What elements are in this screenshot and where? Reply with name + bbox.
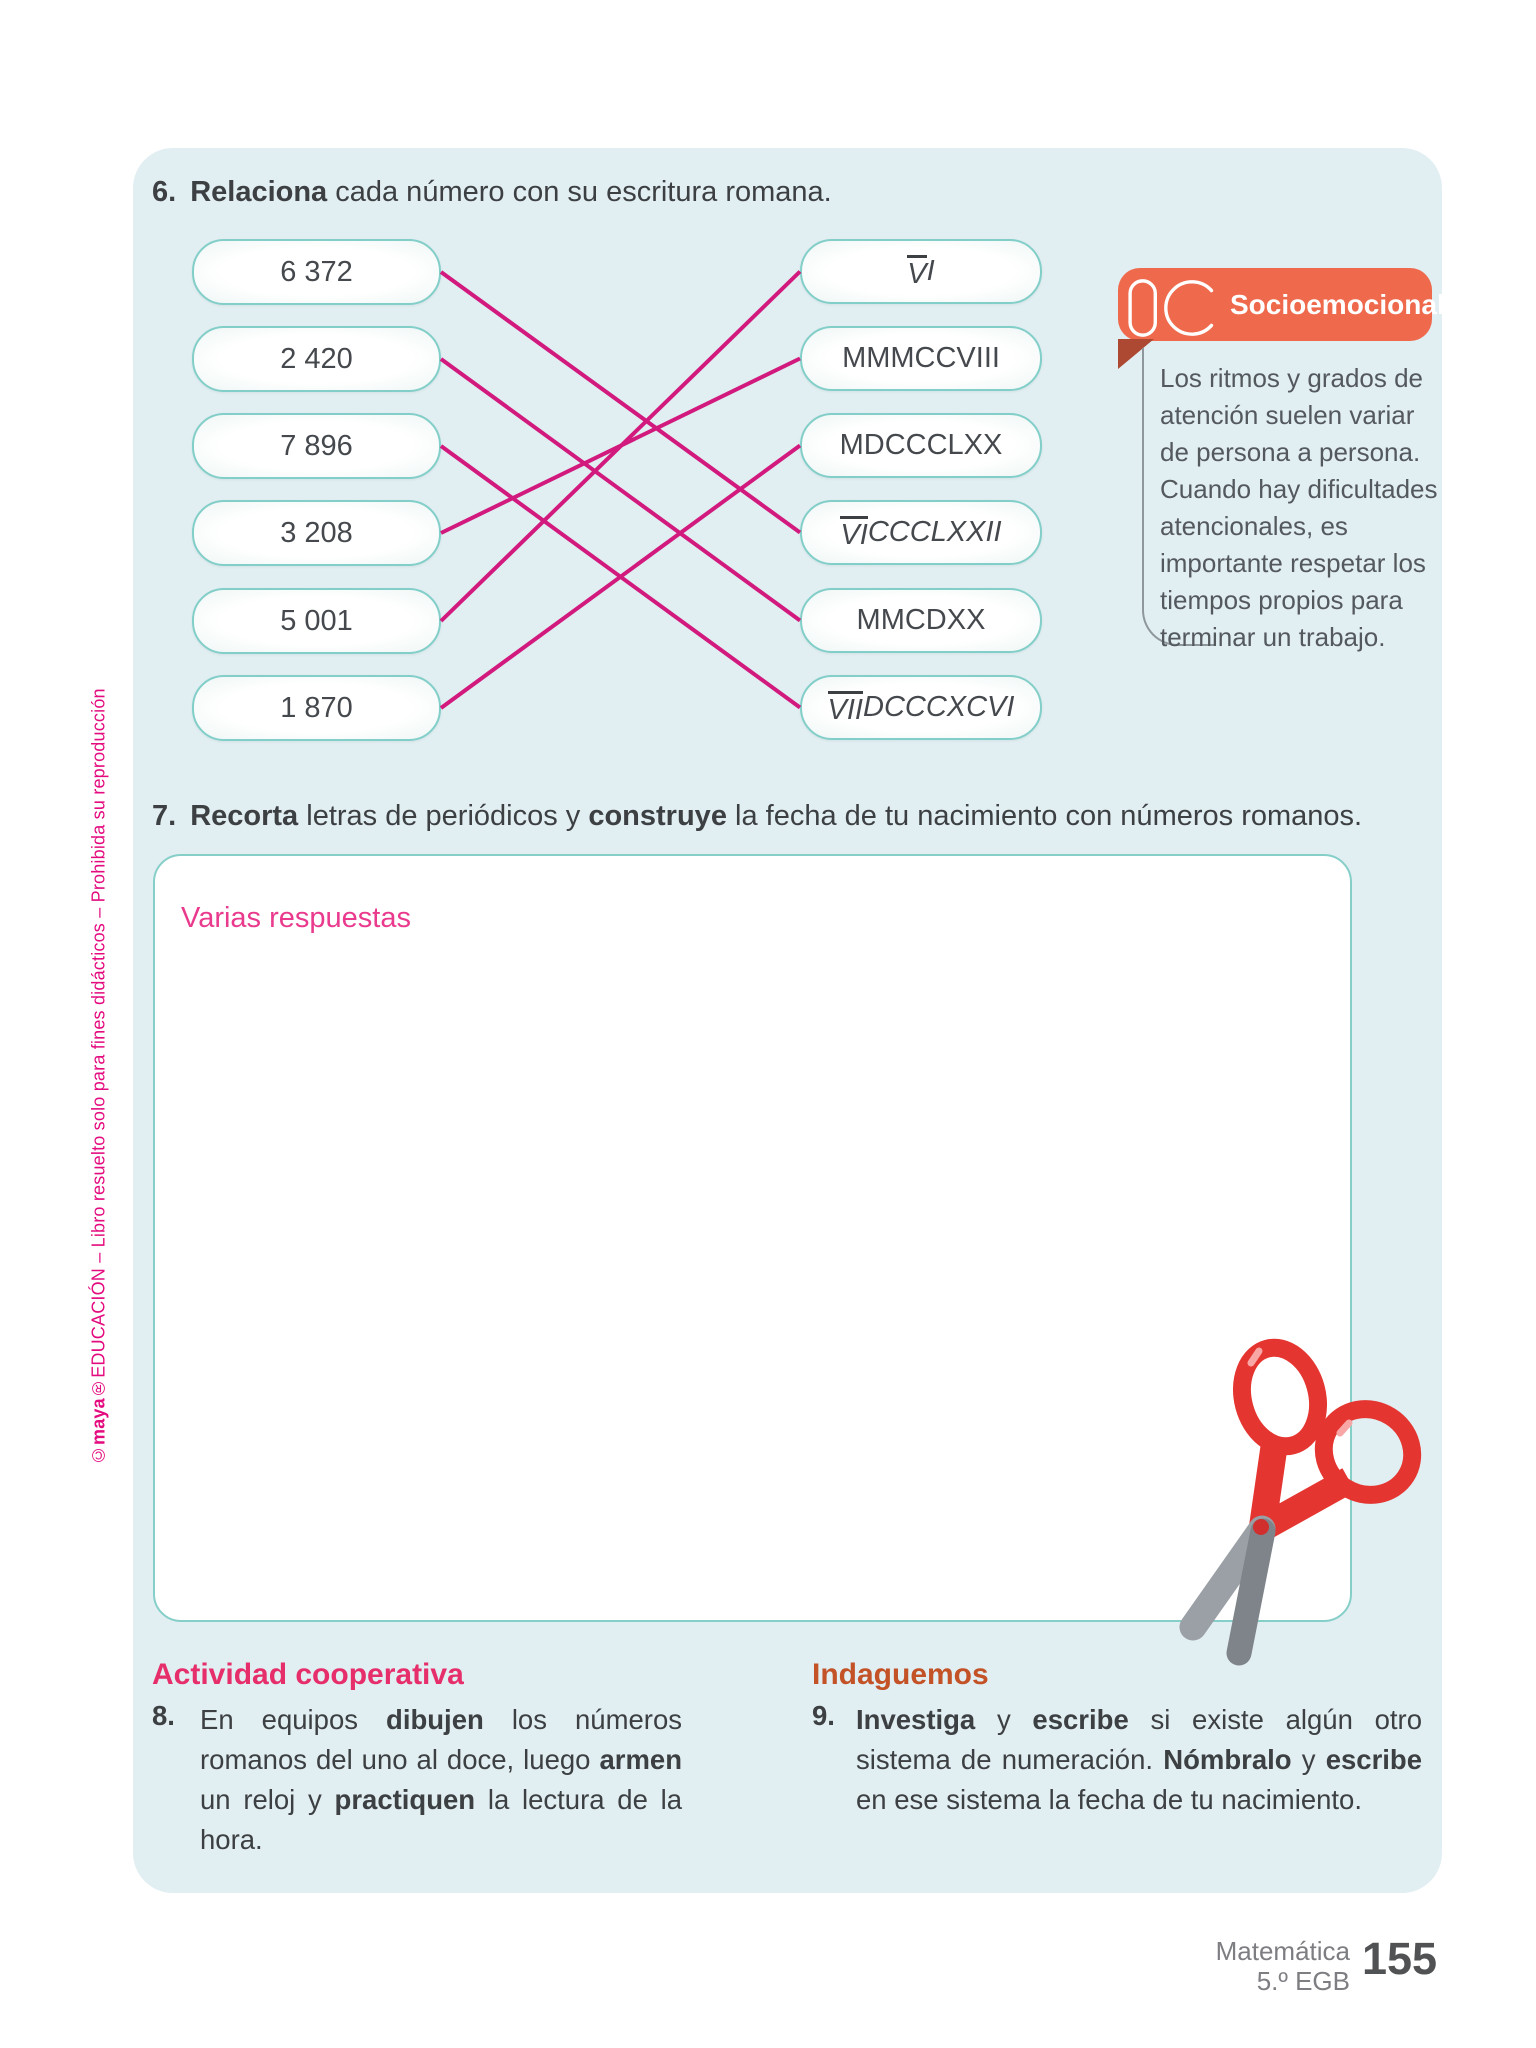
right-roman-box [800, 239, 1042, 304]
exercise8-part-bold: armen [599, 1744, 682, 1775]
footer-subject-line: Matemática [1215, 1936, 1350, 1966]
left-number-box [192, 675, 441, 741]
right-roman-box [800, 588, 1042, 653]
left-number-box [192, 500, 441, 566]
brand-name: maya [88, 1397, 109, 1445]
inquiry-heading: Indaguemos [812, 1658, 989, 1691]
exercise6-number: 6. [152, 176, 177, 208]
answer-text: Varias respuestas [181, 902, 411, 934]
left-number-label: 2 420 [280, 342, 353, 375]
exercise7-title [152, 796, 1362, 836]
copyright-rest: ®EDUCACIÓN – Libro resuelto solo para fines didácticos – Prohibida su reproducción [88, 688, 109, 1398]
right-roman-box [800, 326, 1042, 391]
exercise9-part: si existe algún otro sistema de numeración. [856, 1704, 1423, 1775]
left-number-box [192, 413, 441, 479]
exercise9-number: 9. [812, 1700, 835, 1731]
exercise7-title-bold1: Recorta [190, 800, 299, 832]
left-number-box [192, 326, 441, 392]
scissors-icon [1155, 1315, 1435, 1675]
roman-text-part: MMMCCVIII [842, 342, 1000, 374]
left-number-label: 6 372 [280, 255, 353, 288]
exercise8-part-bold: practiquen [334, 1784, 476, 1815]
exercise8-part: la lectura de la hora. [200, 1784, 683, 1855]
left-number-box [192, 239, 441, 305]
roman-text-part: CCCLXXII [867, 516, 1002, 548]
footer-subject [1150, 1936, 1350, 1996]
left-number-label: 5 001 [280, 604, 353, 637]
exercise7-title-rest1: letras de periódicos y [298, 800, 589, 832]
exercise8-part: los números romanos del uno al doce, luego [200, 1704, 682, 1775]
exercise9-part-bold: escribe [1032, 1704, 1129, 1735]
exercise9-part: en ese sistema la fecha de tu nacimiento. [856, 1784, 1362, 1815]
socioemocional-label: Socioemocional [1230, 288, 1445, 320]
exercise9-part: y [1291, 1744, 1326, 1775]
exercise8-part: En equipos [200, 1704, 387, 1735]
exercise7-title-bold2: construye [588, 800, 727, 832]
exercise9-text [856, 1700, 1422, 1820]
roman-overline-part: V [907, 255, 926, 289]
exercise8-text [200, 1700, 682, 1860]
exercise9-part-bold: Investiga [856, 1704, 976, 1735]
exercise9-part-bold: escribe [1325, 1744, 1423, 1775]
exercise6-title-bold: Relaciona [190, 176, 328, 208]
exercise6-title-rest: cada número con su escritura romana. [327, 176, 832, 208]
left-number-label: 7 896 [280, 429, 353, 462]
exercise8-part: un reloj y [200, 1784, 335, 1815]
copyright-symbol: © [88, 1444, 109, 1465]
roman-text-part: DCCCXCVI [863, 691, 1015, 723]
exercise9-part-bold: Nómbralo [1163, 1744, 1292, 1775]
roman-text-part: MMCDXX [856, 604, 986, 636]
exercise7-title-rest2: la fecha de tu nacimiento con números romanos. [726, 800, 1363, 832]
left-number-box [192, 588, 441, 654]
roman-text-part: I [926, 255, 935, 287]
right-roman-box [800, 675, 1042, 740]
exercise6-title [152, 172, 832, 212]
socioemocional-body: Los ritmos y grados de atención suelen variar de persona a persona. Cuando hay dificultades atencionales, es importante respetar los tiempos propios para terminar un trabajo. [1160, 363, 1438, 652]
roman-overline-part: VI [840, 516, 867, 550]
right-roman-box [800, 413, 1042, 478]
left-number-label: 3 208 [280, 516, 353, 549]
exercise8-part-bold: dibujen [386, 1704, 484, 1735]
left-number-label: 1 870 [280, 691, 353, 724]
roman-text-part: MDCCCLXX [839, 429, 1003, 461]
roman-overline-part: VII [828, 691, 863, 725]
footer-grade-line: 5.º EGB [1256, 1966, 1350, 1996]
vertical-copyright-text [84, 545, 114, 1465]
right-roman-box [800, 500, 1042, 565]
cooperative-heading: Actividad cooperativa [152, 1658, 464, 1691]
exercise7-number: 7. [152, 800, 177, 832]
page-number: 155 [1362, 1933, 1438, 1984]
exercise8-number: 8. [152, 1700, 175, 1731]
ic-logo-icon [1126, 277, 1233, 339]
exercise9-part: y [975, 1704, 1033, 1735]
